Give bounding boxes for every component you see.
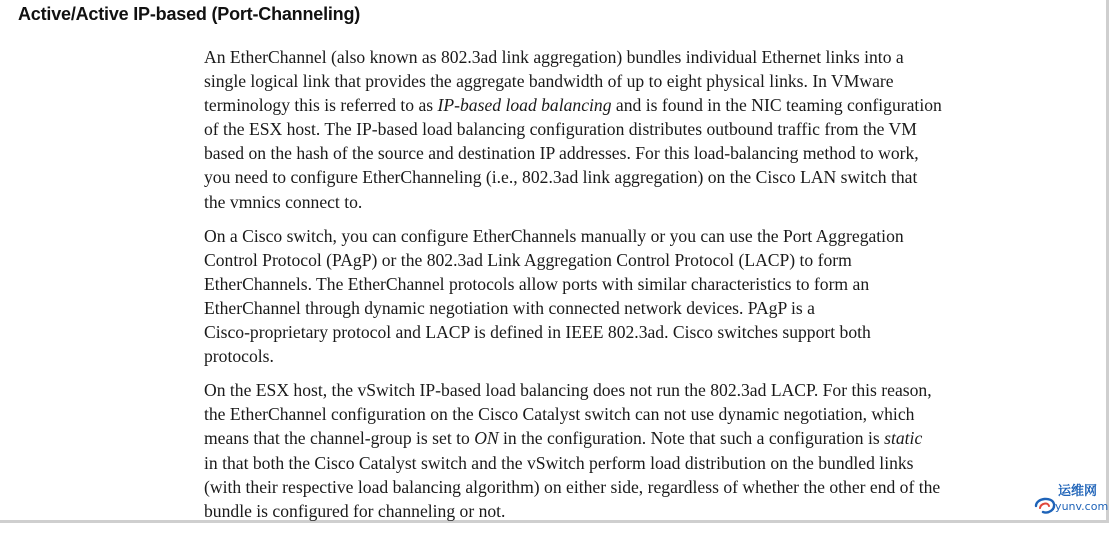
text-line: EtherChannel through dynamic negotiation with connected network devices. PAgP is a [204, 297, 815, 318]
text-line: On a Cisco switch, you can configure EtherChannels manually or you can use the Port Aggregation [204, 225, 904, 246]
text-line: On the ESX host, the vSwitch IP-based load balancing does not run the 802.3ad LACP. For this reason, [204, 380, 932, 401]
paragraph-etherchannel [204, 45, 1064, 214]
text-line: Control Protocol (PAgP) or the 802.3ad Link Aggregation Control Protocol (LACP) to form [204, 249, 852, 270]
site-watermark [1032, 482, 1109, 522]
text-line: An EtherChannel (also known as 802.3ad link aggregation) bundles individual Ethernet links into a [204, 47, 904, 67]
text-line: protocols. [204, 346, 274, 367]
emphasis-term: IP-based load balancing [437, 95, 612, 116]
section-heading: Active/Active IP-based (Port-Channeling) [18, 4, 361, 24]
text-line: the vmnics connect to. [204, 191, 363, 212]
paragraph-esx-host [204, 378, 1064, 523]
text-line: of the ESX host. The IP-based load balancing configuration distributes outbound traffic from the VM [204, 119, 917, 140]
text-line: EtherChannels. The EtherChannel protocols allow ports with similar characteristics to form an [204, 273, 870, 294]
text-line: Cisco-proprietary protocol and LACP is defined in IEEE 802.3ad. Cisco switches support both [204, 322, 871, 343]
document-body [204, 45, 1064, 533]
watermark-url: iyunv.com [1052, 500, 1109, 513]
text-line: means that the channel-group is set to ON in the configuration. Note that such a configuration is static [204, 428, 923, 449]
text-line: based on the hash of the source and destination IP addresses. For this load-balancing method to work, [204, 143, 919, 164]
text-line: single logical link that provides the aggregate bandwidth of up to eight physical links. In VMware [204, 71, 894, 92]
emphasis-term: ON [474, 428, 499, 449]
watermark-chinese-text: 运维网 [1058, 484, 1098, 499]
text-line: bundle is configured for channeling or not. [204, 500, 506, 521]
text-line: (with their respective load balancing algorithm) on either side, regardless of whether the other end of the [204, 476, 941, 497]
paragraph-cisco-switch [204, 224, 1064, 369]
emphasis-term: static [884, 428, 923, 449]
text-line: in that both the Cisco Catalyst switch and the vSwitch perform load distribution on the bundled links [204, 452, 914, 473]
text-line: you need to configure EtherChanneling (i.e., 802.3ad link aggregation) on the Cisco LAN switch that [204, 167, 918, 188]
text-line: terminology this is referred to as IP-based load balancing and is found in the NIC teaming configuration [204, 95, 942, 116]
text-line: the EtherChannel configuration on the Cisco Catalyst switch can not use dynamic negotiation, which [204, 404, 915, 425]
